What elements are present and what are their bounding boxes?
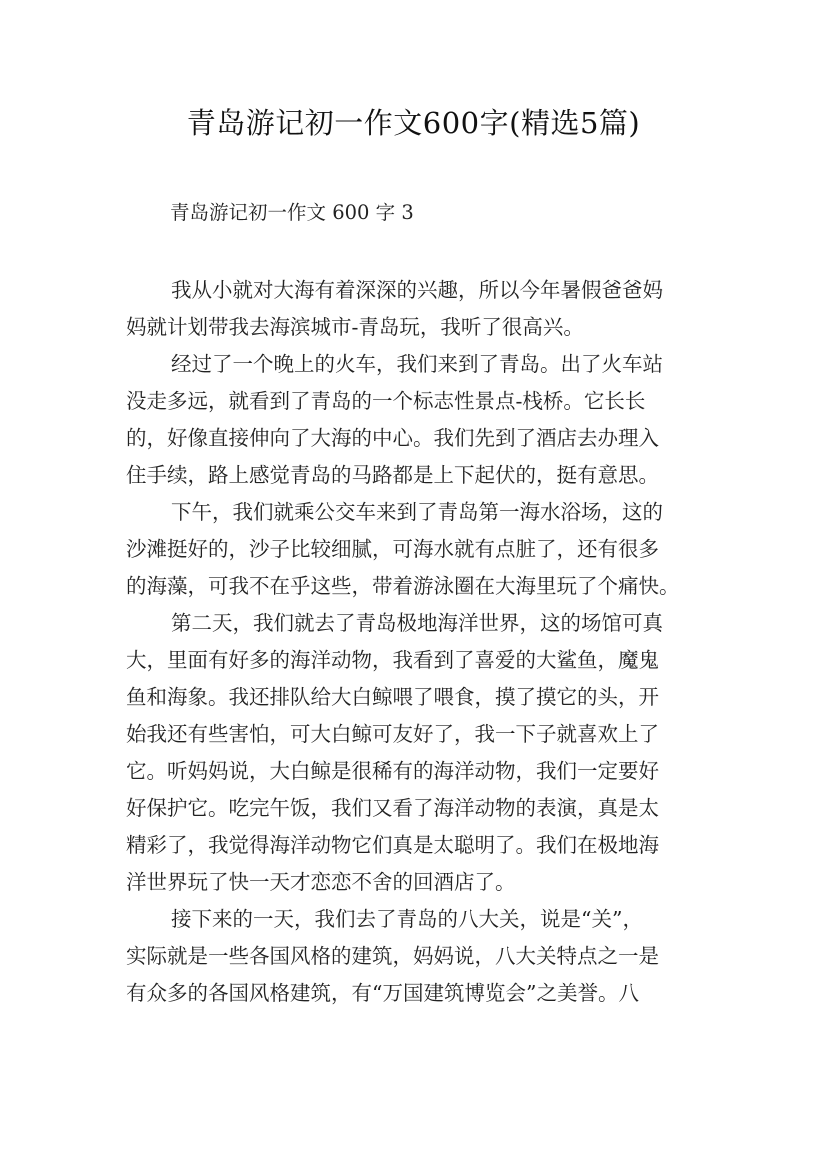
text-line: 没走多远，就看到了青岛的一个标志性景点-栈桥。它长长 — [126, 389, 646, 413]
text-line: 沙滩挺好的，沙子比较细腻，可海水就有点脏了，还有很多 — [126, 537, 659, 561]
text-line: 第二天，我们就去了青岛极地海洋世界，这的场馆可真 — [171, 611, 663, 635]
text-line: 住手续，路上感觉青岛的马路都是上下起伏的，挺有意思。 — [126, 463, 659, 487]
text-line: 大，里面有好多的海洋动物，我看到了喜爱的大鲨鱼，魔鬼 — [126, 648, 659, 672]
text-line: 好保护它。吃完午饭，我们又看了海洋动物的表演，真是太 — [126, 796, 659, 820]
text-line: 精彩了，我觉得海洋动物它们真是太聪明了。我们在极地海 — [126, 833, 659, 857]
text-line: 始我还有些害怕，可大白鲸可友好了，我一下子就喜欢上了 — [126, 722, 659, 746]
text-line: 鱼和海象。我还排队给大白鲸喂了喂食，摸了摸它的头，开 — [126, 685, 659, 709]
text-line: 妈就计划带我去海滨城市-青岛玩，我听了很高兴。 — [126, 315, 584, 339]
body-text — [126, 272, 711, 1012]
text-line: 有众多的各国风格建筑，有“万国建筑博览会”之美誉。八 — [126, 981, 639, 1005]
text-line: 下午，我们就乘公交车来到了青岛第一海水浴场，这的 — [171, 500, 663, 524]
text-line: 经过了一个晚上的火车，我们来到了青岛。出了火车站 — [171, 352, 663, 376]
text-line: 它。听妈妈说，大白鲸是很稀有的海洋动物，我们一定要好 — [126, 759, 659, 783]
text-line: 洋世界玩了快一天才恋恋不舍的回酒店了。 — [126, 870, 516, 894]
text-line: 我从小就对大海有着深深的兴趣，所以今年暑假爸爸妈 — [171, 278, 663, 302]
text-line: 接下来的一天，我们去了青岛的八大关，说是“关”， — [171, 907, 643, 931]
text-line: 实际就是一些各国风格的建筑，妈妈说，八大关特点之一是 — [126, 944, 659, 968]
document-subtitle: 青岛游记初一作文 600 字 3 — [170, 201, 414, 224]
text-line: 的海藻，可我不在乎这些，带着游泳圈在大海里玩了个痛快。 — [126, 574, 680, 598]
text-line: 的，好像直接伸向了大海的中心。我们先到了酒店去办理入 — [126, 426, 659, 450]
document-title: 青岛游记初一作文600字(精选5篇) — [186, 106, 641, 140]
